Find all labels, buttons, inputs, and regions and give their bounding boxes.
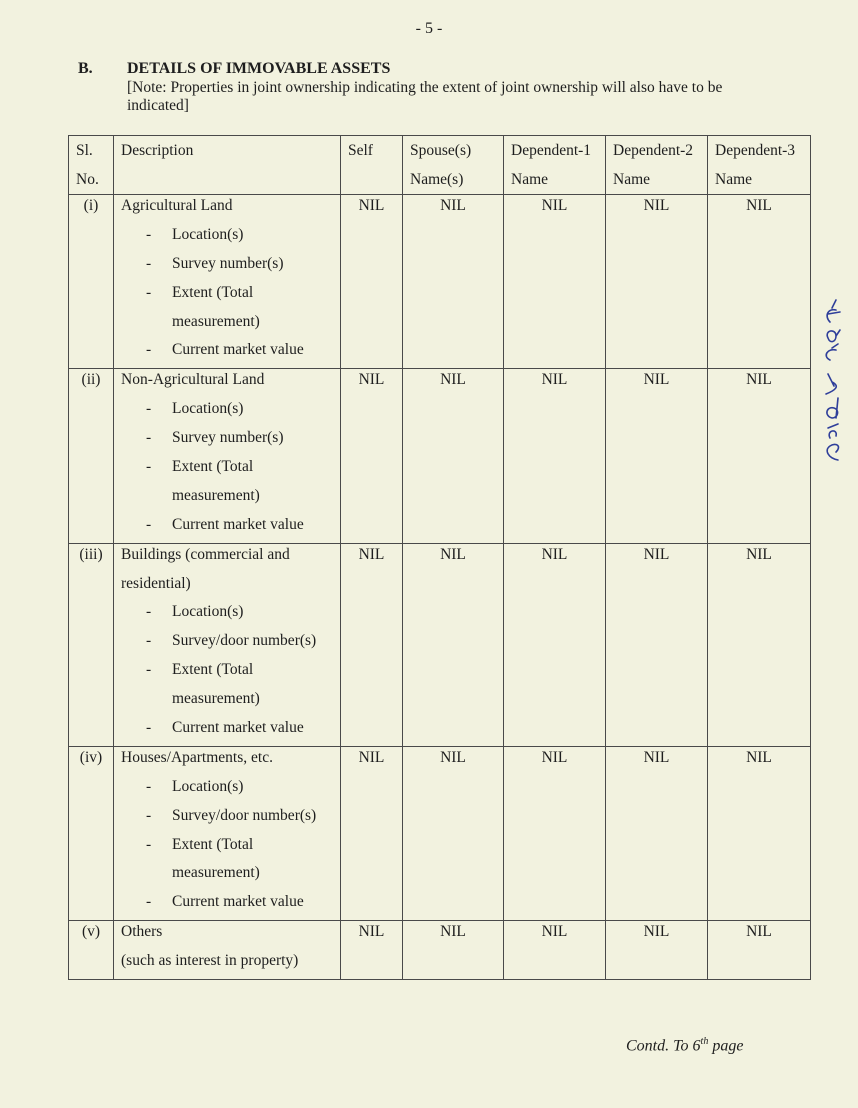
header-dependent-3: Dependent-3 Name [708,136,811,195]
value-dependent-3: NIL [708,195,811,369]
value-spouse: NIL [403,921,504,980]
row-description [114,921,341,980]
row-title-continued: residential) [121,574,191,592]
value-self: NIL [341,921,403,980]
row-title-continued: (such as interest in property) [121,952,299,970]
section-letter: B. [78,60,93,77]
header-description: Description [114,136,341,195]
value-dependent-2: NIL [606,746,708,920]
value-dependent-3: NIL [708,369,811,543]
row-serial: (ii) [69,369,114,543]
row-title: Houses/Apartments, etc. [121,748,273,766]
value-dependent-3: NIL [708,543,811,746]
table-header-row [69,136,811,195]
section-title: DETAILS OF IMMOVABLE ASSETS [127,60,391,77]
row-description: Agricultural Land - Location(s) - Survey number(s) - Extent (Total measurement) - Current market value [114,195,341,369]
value-dependent-3: NIL [708,921,811,980]
row-serial: (iv) [69,746,114,920]
row-serial: (i) [69,195,114,369]
value-spouse: NIL [403,543,504,746]
value-self: NIL [341,369,403,543]
row-description: Non-Agricultural Land - Location(s) - Survey number(s) - Extent (Total measurement) - Current market value [114,369,341,543]
row-title: Non-Agricultural Land [121,371,265,389]
value-dependent-2: NIL [606,195,708,369]
value-self: NIL [341,195,403,369]
table-row [69,746,811,920]
value-dependent-2: NIL [606,543,708,746]
value-dependent-1: NIL [504,921,606,980]
section-note: [Note: Properties in joint ownership indicating the extent of joint ownership will also have to be indicated] [127,79,723,114]
value-dependent-1: NIL [504,746,606,920]
value-dependent-1: NIL [504,543,606,746]
table-row [69,369,811,543]
row-description: Buildings (commercial and residential) - Location(s) - Survey/door number(s) - Extent (Total measurement) - Current market value [114,543,341,746]
row-serial: (iii) [69,543,114,746]
table-row [69,921,811,980]
header-dependent-1: Dependent-1 Name [504,136,606,195]
value-dependent-1: NIL [504,195,606,369]
handwritten-signature [808,290,856,470]
continuation-note: Contd. To 6th page [626,1036,744,1055]
value-spouse: NIL [403,369,504,543]
immovable-assets-table [68,135,811,980]
value-spouse: NIL [403,195,504,369]
value-dependent-2: NIL [606,369,708,543]
value-self: NIL [341,543,403,746]
table-row [69,195,811,369]
value-dependent-3: NIL [708,746,811,920]
header-spouse: Spouse(s) Name(s) [403,136,504,195]
value-dependent-2: NIL [606,921,708,980]
page-number: - 5 - [415,20,443,37]
row-title: Agricultural Land [121,197,233,214]
row-title: Buildings (commercial and [121,545,290,563]
value-spouse: NIL [403,746,504,920]
header-dependent-2: Dependent-2 Name [606,136,708,195]
table-row [69,543,811,746]
row-description: Houses/Apartments, etc. - Location(s) - Survey/door number(s) - Extent (Total measurement) - Current market value [114,746,341,920]
value-dependent-1: NIL [504,369,606,543]
row-serial: (v) [69,921,114,980]
row-title: Others [121,923,163,941]
header-sl-no: Sl. No. [69,136,114,195]
value-self: NIL [341,746,403,920]
header-self: Self [341,136,403,195]
